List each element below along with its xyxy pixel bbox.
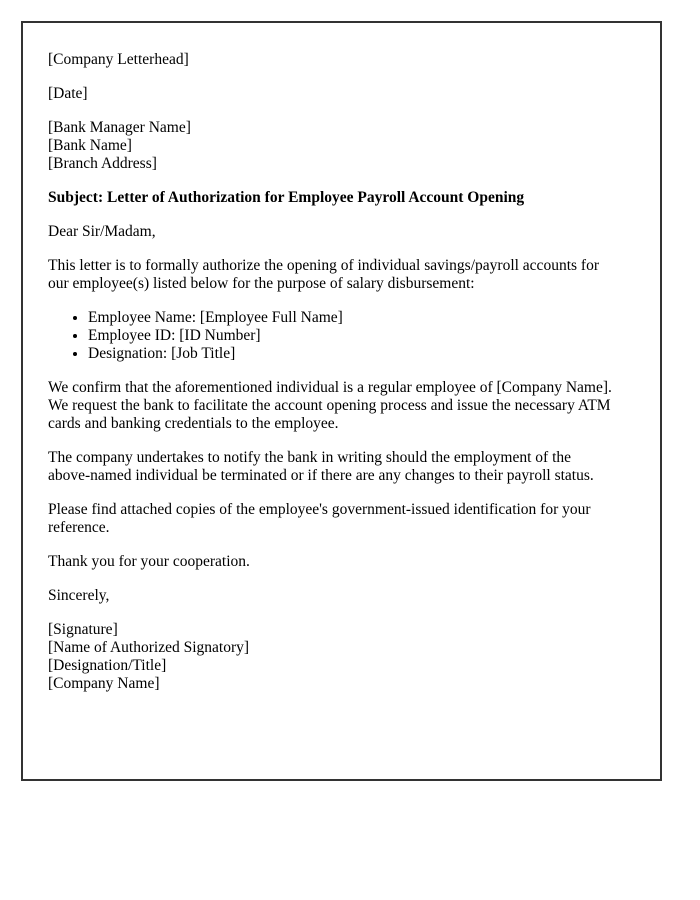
designation-item: • Designation: [Job Title] [88,345,635,363]
attachment-line-2: reference. [48,519,110,536]
confirm-paragraph [48,379,635,433]
signature-block [48,621,635,693]
undertaking-paragraph [48,449,635,485]
confirm-line-2: We request the bank to facilitate the account opening process and issue the necessary ATM [48,397,611,414]
salutation: Dear Sir/Madam, [48,223,156,240]
recipient-block [48,119,635,173]
intro-line-2: our employee(s) listed below for the purpose of salary disbursement: [48,275,475,292]
date-line: [Date] [48,85,88,102]
recipient-bank-name: [Bank Name] [48,137,132,154]
employee-details-list [48,309,635,363]
intro-paragraph [48,257,635,293]
intro-line-1: This letter is to formally authorize the opening of individual savings/payroll accounts for [48,257,599,274]
attachment-line-1: Please find attached copies of the employee's government-issued identification for your [48,501,591,518]
subject-line: Subject: Letter of Authorization for Employee Payroll Account Opening [48,189,525,206]
undertaking-line-2: above-named individual be terminated or if there are any changes to their payroll status. [48,467,594,484]
letter-container [21,21,662,781]
employee-id-item: • Employee ID: [ID Number] [88,327,635,345]
signature-placeholder: [Signature] [48,621,118,638]
confirm-line-1: We confirm that the aforementioned individual is a regular employee of [Company Name]. [48,379,612,396]
undertaking-line-1: The company undertakes to notify the bank in writing should the employment of the [48,449,572,466]
closing-line: Sincerely, [48,587,110,604]
recipient-bank-manager: [Bank Manager Name] [48,119,191,136]
employee-name-item: • Employee Name: [Employee Full Name] [88,309,635,327]
attachment-paragraph [48,501,635,537]
recipient-branch-address: [Branch Address] [48,155,157,172]
thanks-line: Thank you for your cooperation. [48,553,250,570]
signatory-title: [Designation/Title] [48,657,167,674]
company-letterhead: [Company Letterhead] [48,51,189,68]
signatory-company: [Company Name] [48,675,160,692]
signatory-name: [Name of Authorized Signatory] [48,639,250,656]
confirm-line-3: cards and banking credentials to the employee. [48,415,339,432]
